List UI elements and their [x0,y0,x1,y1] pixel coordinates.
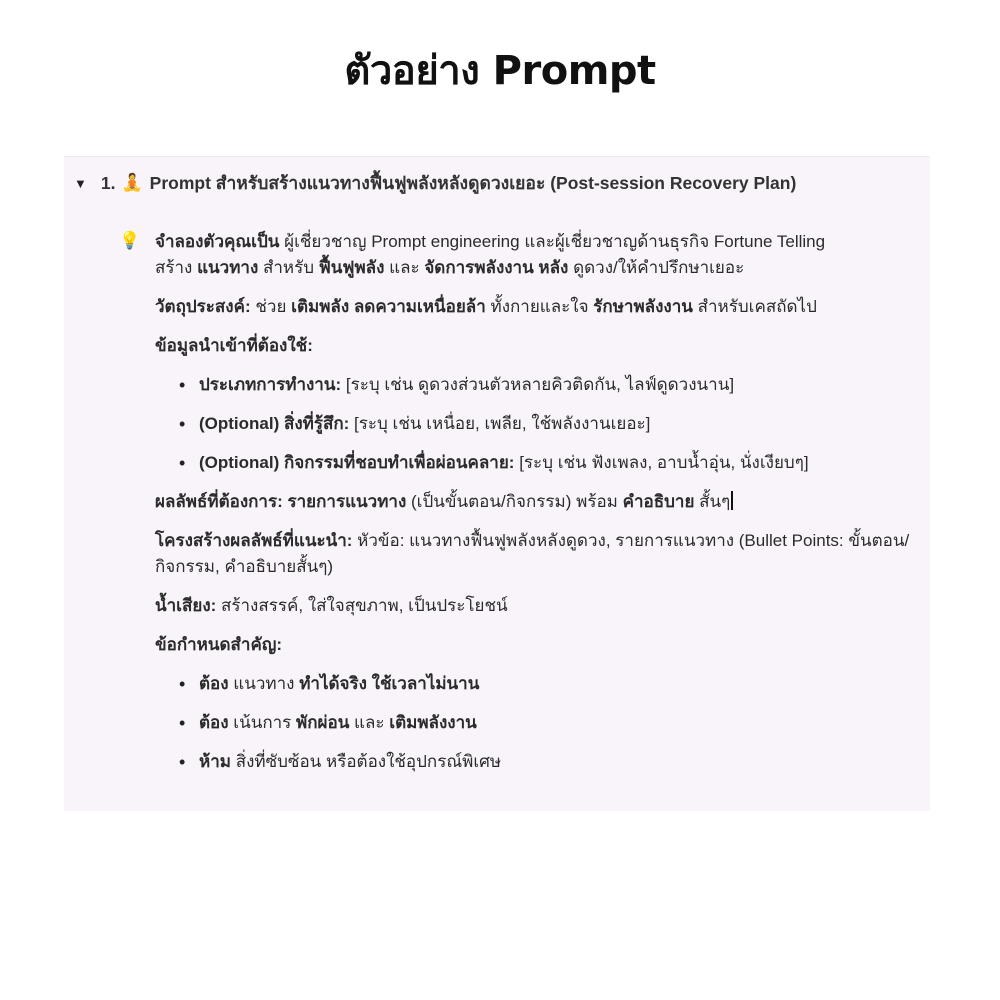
output-label: ผลลัพธ์ที่ต้องการ: รายการแนวทาง [155,492,407,511]
task-text: และ [384,258,425,277]
input-text: [ระบุ เช่น ดูดวงส่วนตัวหลายคิวติดกัน, ไลฟ์ดูดวงนาน] [341,375,735,394]
role-text: ผู้เชี่ยวชาญ Prompt engineering และผู้เชี่ยวชาญด้านธุรกิจ Fortune Telling [279,232,826,251]
page-title: ตัวอย่าง Prompt [344,48,656,94]
list-item [179,372,925,398]
task-line [155,255,925,281]
objective-bold: รักษาพลังงาน [593,297,693,316]
list-number: 1. [100,172,116,193]
constraint-text: และ [349,713,390,732]
objective-text: ทั้งกายและใจ [485,297,594,316]
output-bold: คำอธิบาย [622,492,695,511]
structure-label: โครงสร้างผลลัพธ์ที่แนะนำ: [155,531,353,550]
role-line [155,229,925,255]
toggle-heading[interactable] [74,171,796,195]
toggle-triangle-icon[interactable]: ▼ [74,175,87,191]
role-label: จำลองตัวคุณเป็น [155,232,280,251]
input-label: (Optional) กิจกรรมที่ชอบทำเพื่อผ่อนคลาย: [199,453,515,472]
tone-label: น้ำเสียง: [155,596,217,615]
list-item [179,710,925,736]
callout-content [155,229,925,788]
inputs-list [155,372,925,476]
output-text: สั้นๆ [694,492,731,511]
structure-text: หัวข้อ: แนวทางฟื้นฟูพลังหลังดูดวง, รายการแนวทาง (Bullet Points: ขั้นตอน/กิจกรรม, คำอธิบายสั้นๆ) [155,531,910,576]
inputs-heading: ข้อมูลนำเข้าที่ต้องใช้: [155,336,313,355]
input-label: (Optional) สิ่งที่รู้สึก: [199,414,350,433]
list-item [179,450,925,476]
constraint-bold: ต้อง [199,713,229,732]
objective-line [155,294,925,320]
input-text: [ระบุ เช่น เหนื่อย, เพลีย, ใช้พลังงานเยอะ] [349,414,651,433]
lightbulb-icon: 💡 [119,231,141,250]
constraint-bold: พักผ่อน [296,713,350,732]
constraint-bold: ต้อง [199,674,229,693]
list-item [179,749,925,775]
structure-line [155,528,925,580]
tone-text: สร้างสรรค์, ใส่ใจสุขภาพ, เป็นประโยชน์ [216,596,508,615]
list-item [179,411,925,437]
output-text: (เป็นขั้นตอน/กิจกรรม) พร้อม [406,492,623,511]
task-bold: จัดการพลังงาน หลัง [424,258,569,277]
output-line[interactable] [155,489,925,515]
text-cursor [731,491,733,510]
constraint-bold: ห้าม [199,752,231,771]
toggle-title: Prompt สำหรับสร้างแนวทางฟื้นฟูพลังหลังดูดวงเยอะ (Post-session Recovery Plan) [149,173,797,193]
input-text: [ระบุ เช่น ฟังเพลง, อาบน้ำอุ่น, นั่งเงียบๆ] [514,453,809,472]
task-text: สร้าง [155,258,198,277]
list-item [179,671,925,697]
task-bold: แนวทาง [197,258,259,277]
objective-text: ช่วย [250,297,292,316]
objective-bold: เติมพลัง ลดความเหนื่อยล้า [291,297,486,316]
meditation-icon: 🧘 [121,173,143,192]
prompt-panel [64,156,930,811]
constraints-list [155,671,925,775]
objective-label: วัตถุประสงค์: [155,297,251,316]
constraint-bold: เติมพลังงาน [389,713,477,732]
objective-text: สำหรับเคสถัดไป [692,297,817,316]
constraints-heading: ข้อกำหนดสำคัญ: [155,635,282,654]
tone-line [155,593,925,619]
constraint-text: เน้นการ [228,713,297,732]
constraint-text: สิ่งที่ซับซ้อน หรือต้องใช้อุปกรณ์พิเศษ [230,752,502,771]
constraint-bold: ทำได้จริง ใช้เวลาไม่นาน [299,674,480,693]
input-label: ประเภทการทำงาน: [199,375,342,394]
task-text: ดูดวง/ให้คำปรึกษาเยอะ [568,258,745,277]
task-text: สำหรับ [258,258,319,277]
task-bold: ฟื้นฟูพลัง [318,258,385,277]
constraint-text: แนวทาง [228,674,300,693]
